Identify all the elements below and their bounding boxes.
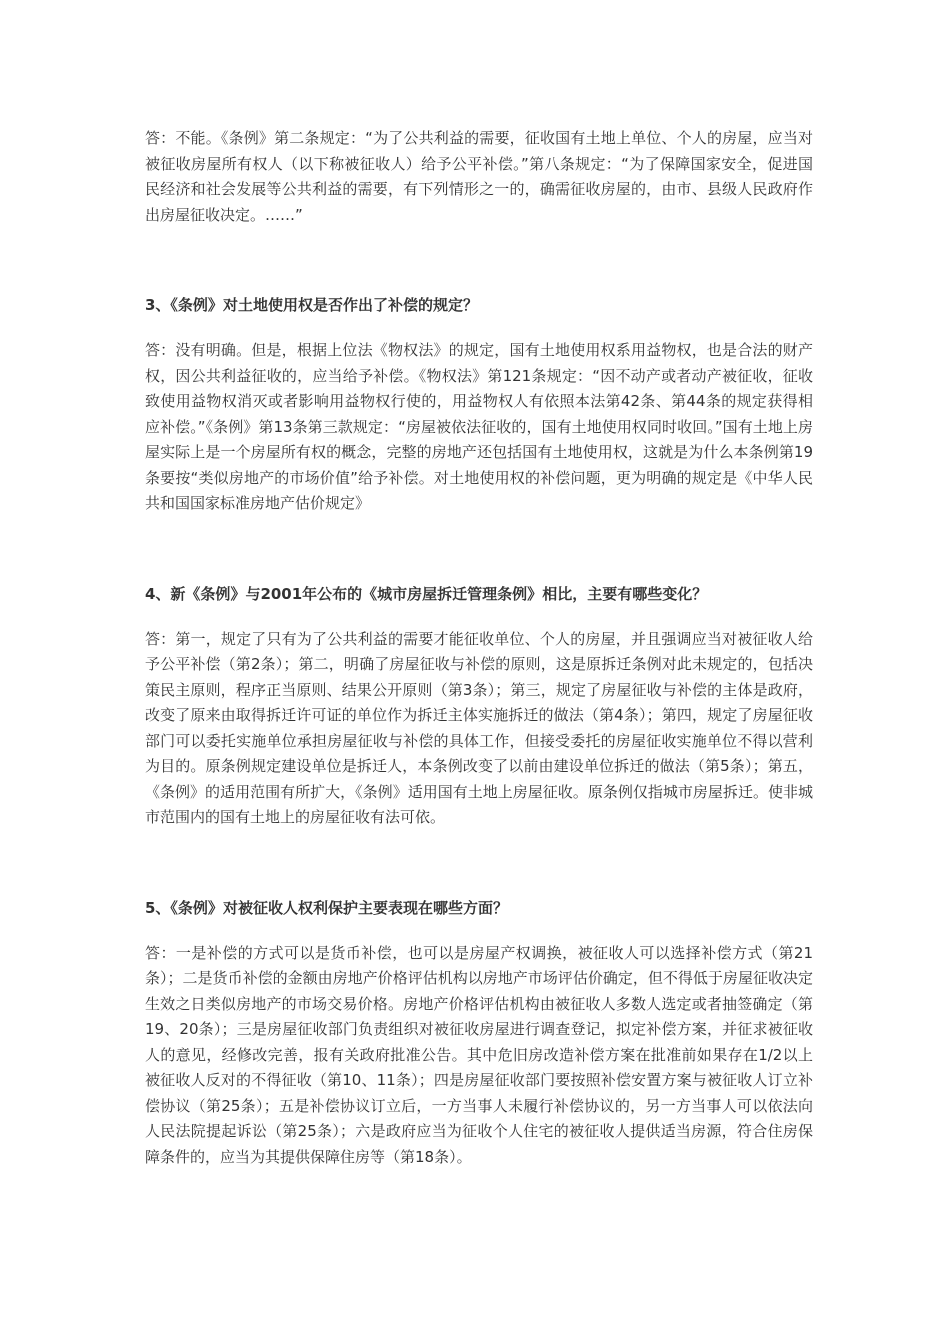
answer-paragraph: 答：一是补偿的方式可以是货币补偿，也可以是房屋产权调换，被征收人可以选择补偿方式（第21条）；二是货币补偿的金额由房地产价格评估机构以房地产市场评估价确定，但不得低于房屋征收决定生效之日类似房地产的市场交易价格。房地产价格评估机构由被征收人多数人选定或者抽签确定（第19、20条）；三是房屋征收部门负责组织对被征收房屋进行调查登记，拟定补偿方案，并征求被征收人的意见，经修改完善，报有关政府批准公告。其中危旧房改造补偿方案在批准前如果存在1/2以上被征收人反对的不得征收（第10、11条）；四是房屋征收部门要按照补偿安置方案与被征收人订立补偿协议（第25条）；五是补偿协议订立后，一方当事人未履行补偿协议的，另一方当事人可以依法向人民法院提起诉讼（第25条）；六是政府应当为征收个人住宅的被征收人提供适当房源，符合住房保障条件的，应当为其提供保障住房等（第18条）。 — [145, 943, 813, 1166]
section-spacer — [145, 517, 813, 582]
answer-paragraph: 答：没有明确。但是，根据上位法《物权法》的规定，国有土地使用权系用益物权，也是合法的财产权，因公共利益征收的，应当给予补偿。《物权法》第121条规定：“因不动产或者动产被征收，征收致使用益物权消灭或者影响用益物权行使的，用益物权人有依照本法第42条、第44条的规定获得相应补偿。”《条例》第13条第三款规定：“房屋被依法征收的，国有土地使用权同时收回。”国有土地上房屋实际上是一个房屋所有权的概念，完整的房地产还包括国有土地使用权，这就是为什么本条例第19条要按“类似房地产的市场价值”给予补偿。对土地使用权的补偿问题，更为明确的规定是《中华人民共和国国家标准房地产估价规定》 — [145, 341, 813, 512]
question-heading: 3、《条例》对土地使用权是否作出了补偿的规定？ — [145, 296, 478, 314]
heading-spacer — [145, 318, 813, 338]
heading-spacer — [145, 921, 813, 941]
question-section-3 — [145, 293, 813, 517]
section-spacer — [145, 228, 813, 293]
section-spacer — [145, 831, 813, 896]
question-section-4 — [145, 582, 813, 831]
document-page — [145, 126, 813, 1170]
heading-spacer — [145, 607, 813, 627]
question-heading: 4、新《条例》与2001年公布的《城市房屋拆迁管理条例》相比，主要有哪些变化？ — [145, 584, 708, 603]
answer-section-2 — [145, 126, 813, 228]
question-heading: 5、《条例》对被征收人权利保护主要表现在哪些方面？ — [145, 898, 508, 917]
question-section-5 — [145, 896, 813, 1171]
answer-paragraph: 答：不能。《条例》第二条规定：“为了公共利益的需要，征收国有土地上单位、个人的房屋，应当对被征收房屋所有权人（以下称被征收人）给予公平补偿。”第八条规定：“为了保障国家安全，促进国民经济和社会发展等公共利益的需要，有下列情形之一的，确需征收房屋的，由市、县级人民政府作出房屋征收决定。……” — [145, 129, 813, 224]
answer-paragraph: 答：第一，规定了只有为了公共利益的需要才能征收单位、个人的房屋，并且强调应当对被征收人给予公平补偿（第2条）；第二，明确了房屋征收与补偿的原则，这是原拆迁条例对此未规定的，包括决策民主原则，程序正当原则、结果公开原则（第3条）；第三，规定了房屋征收与补偿的主体是政府，改变了原来由取得拆迁许可证的单位作为拆迁主体实施拆迁的做法（第4条）；第四，规定了房屋征收部门可以委托实施单位承担房屋征收与补偿的具体工作，但接受委托的房屋征收实施单位不得以营利为目的。原条例规定建设单位是拆迁人，本条例改变了以前由建设单位拆迁的做法（第5条）；第五，《条例》的适用范围有所扩大，《条例》适用国有土地上房屋征收。原条例仅指城市房屋拆迁。使非城市范围内的国有土地上的房屋征收有法可依。 — [145, 629, 813, 826]
